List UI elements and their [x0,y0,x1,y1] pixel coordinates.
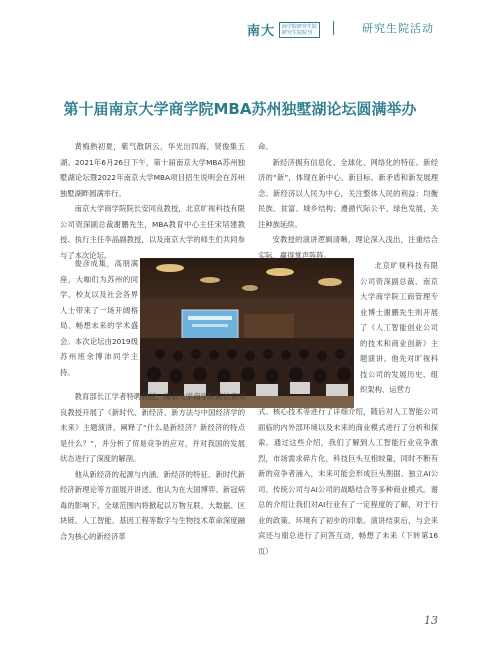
right-narrow-column [360,258,438,398]
logo-subtitle-line1: 商学院研究生院 [281,23,317,30]
paragraph: 南京大学商学院院长安同良教授，北京旷视科技有限公司资深副总裁谢鹏先生，MBA教育中心主任宋培建教授、执行主任李晶副教授，以及南京大学的师生们共同参与了本次论坛。 [60,204,245,260]
right-column-top [258,139,438,263]
article-title: 第十届南京大学商学院MBA苏州独墅湖论坛圆满举办 [63,100,417,118]
header-separator [333,21,334,35]
paragraph: 安教授的演讲逻辑清晰，理论深入浅出，注重结合实际，赢得掌声阵阵。 [258,235,438,260]
left-column-bottom [60,389,245,544]
paragraph: 俊彦成集，高朋满座，大咖们为苏州的同学、校友以及社会各界人士带来了一场开阔格局、畅想未来的学术盛会。本次论坛由2019级苏州班余博沛同学主持。 [60,259,138,377]
page-header [20,16,460,42]
paragraph: 黄梅熟初夏，紫气散阴云，华光出四海，贤俊集五湖。2021年6月26日下午，第十届南京大学MBA苏州独墅湖论坛暨2022年南京大学MBA项目招生说明会在苏州独墅湖畔圆满举行。 [60,142,245,198]
logo-subtitle-line2: 研究生院院刊 [281,29,312,36]
forum-photo [140,258,354,408]
paragraph: 北京旷视科技有限公司资深副总裁、南京大学商学院工商管理专业博士谢鹏先生则开展了《人工智能创业公司的技术和商业创新》主题演讲。他先对旷视科技公司的发展历史、组织架构、运营方 [360,261,438,394]
paragraph: 教育部长江学者特聘教授、南京大学商学院院长安同良教授开展了《新时代、新经济、新方法与中国经济学的未来》主题演讲，阐释了“什么是新经济？新经济的特点是什么？”，并分析了贸易竞争的应对，并对我国的发展状态进行了深度的解剖。 [60,392,245,463]
page-number: 13 [424,614,438,627]
logo-subtitle-box [279,22,320,38]
logo-text: 南大 [246,24,275,39]
magazine-logo [247,20,320,39]
left-column-top [60,139,245,263]
section-title: 研究生院活动 [362,22,434,35]
forum-photo-illustration [140,258,354,408]
right-column-bottom [258,404,438,559]
paragraph: 新经济拥有信息化、全球化、网络化的特征。新经济的“新”，体现在新中心、新目标、新矛盾和新发展理念。新经济以人民为中心，关注整体人民的利益：均衡民族、贫富、城乡结构；遵循代际公平、绿色发展，关注种族延续。 [258,157,438,229]
left-narrow-column [60,256,138,380]
paragraph: 命。 [258,142,273,151]
paragraph: 式、核心技术等进行了详细介绍，随后对人工智能公司面临的内外部环境以及未来的商业模式进行了分析和探索。通过这些介绍，我们了解到人工智能行业竞争激烈，市场需求碎片化，科技巨头互相较量，同时不断有新的竞争者涌入，未来可能会形成巨头割据、独立AI公司、传统公司与AI公司的战略结合等多种商业模式。谢总的介绍让我们对AI行业有了一定程度的了解，对于行业的政策、环境有了初步的印象。演讲结束后，与会来宾还与谢总进行了问答互动，畅想了未来（下转第16页） [258,407,438,556]
paragraph: 他从新经济的起源与内涵、新经济的特征、新时代新经济新理论等方面展开讲述。他认为在大国博弈、新冠病毒的影响下，全球范围内将掀起以万物互联、大数据、区块链、人工智能、基因工程等数字与生物技术革命深度融合为核心的新经济革 [60,469,245,541]
